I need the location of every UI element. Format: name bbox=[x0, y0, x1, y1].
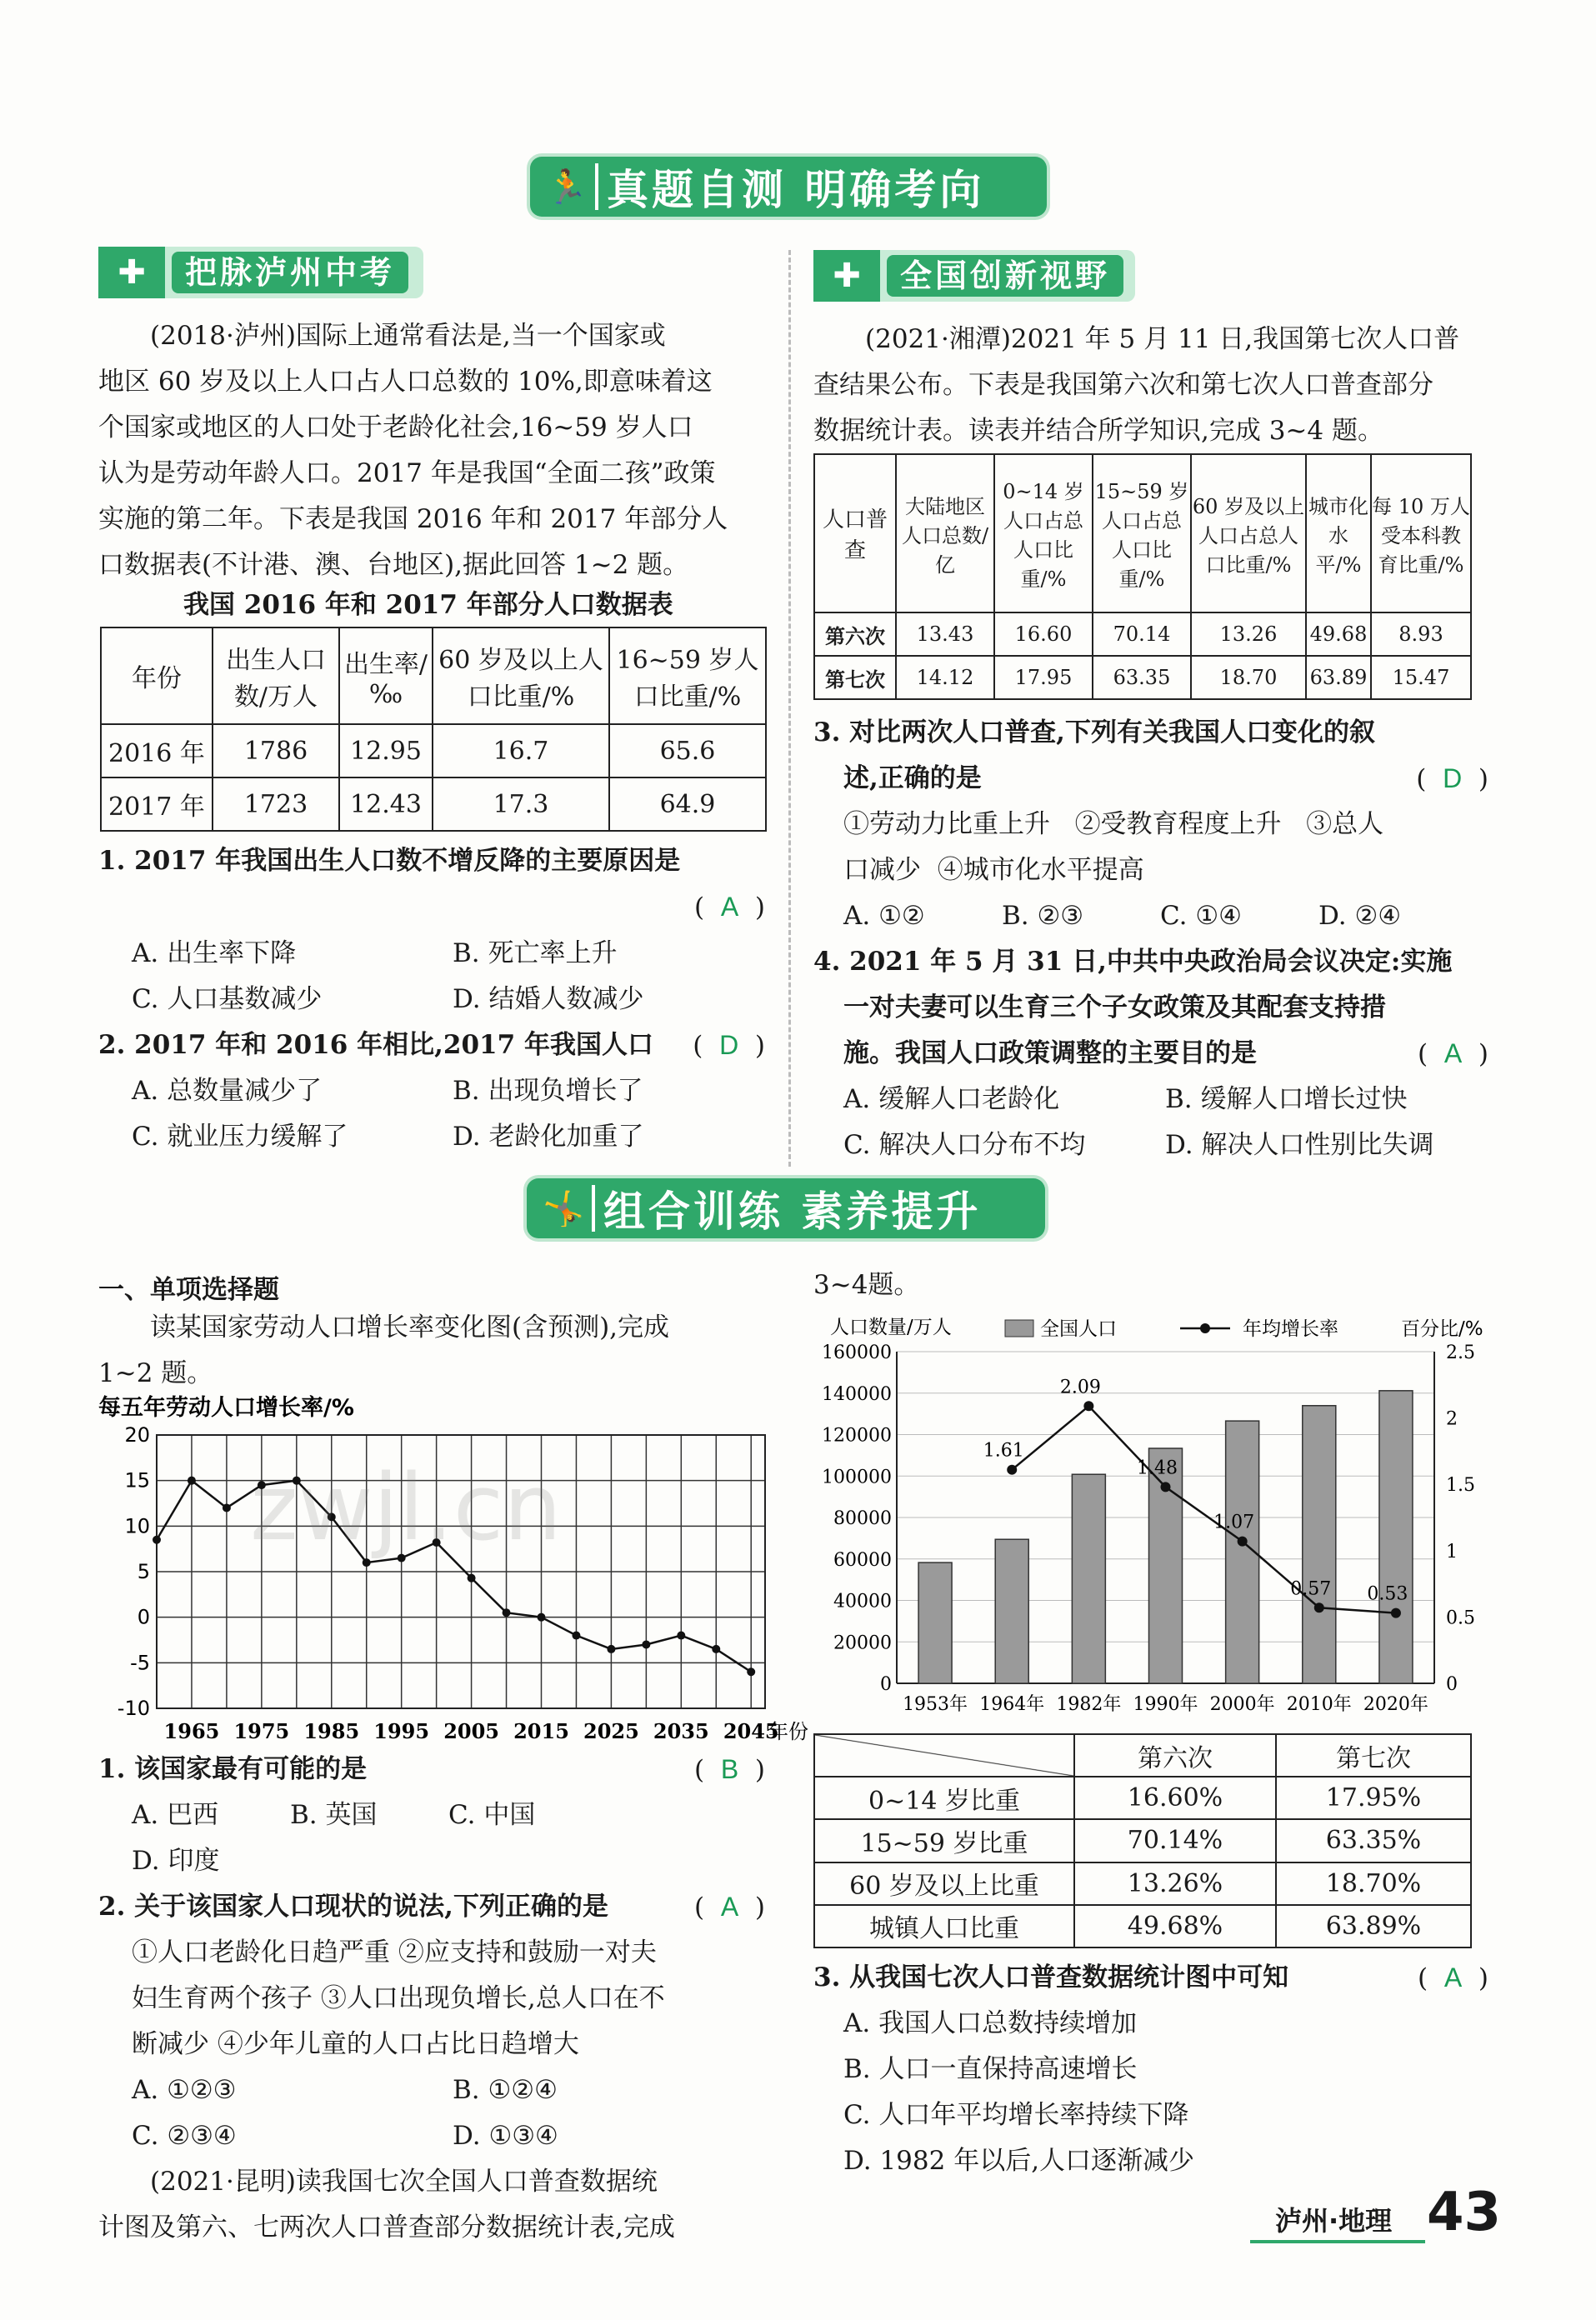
table-cell: 49.68% bbox=[1074, 1905, 1276, 1948]
y-tick-label: 20 bbox=[124, 1423, 150, 1447]
data-point bbox=[503, 1608, 511, 1617]
bottom-right-questions: 3. 从我国七次人口普查数据统计图中可知 ( A ) A. 我国人口总数持续增加 B. 人口一直保持高速增长 C. 人口年平均增长率持续下降 D. 1982 年以后,人口逐渐减少 bbox=[813, 1955, 1497, 2184]
banner-1-title: 真题自测 明确考向 bbox=[607, 166, 985, 214]
population-bar bbox=[995, 1539, 1028, 1683]
option: B. 英国 bbox=[290, 1800, 378, 1830]
table-row bbox=[814, 1905, 1471, 1948]
y-right-tick-label: 1.5 bbox=[1446, 1475, 1475, 1497]
intro-line: 地区 60 岁及以上人口占人口总数的 10%,即意味着这 bbox=[98, 367, 713, 397]
option: A. ①②③ bbox=[132, 2075, 237, 2105]
table-header: 大陆地区人口总数/亿 bbox=[896, 454, 994, 612]
data-point bbox=[223, 1503, 231, 1512]
table-row bbox=[101, 724, 766, 778]
table-cell: 13.26% bbox=[1074, 1862, 1276, 1905]
y-right-tick-label: 0 bbox=[1446, 1674, 1458, 1695]
table-header: 人口普查 bbox=[814, 454, 896, 612]
option: D. ②④ bbox=[1318, 901, 1402, 931]
table-row bbox=[814, 1777, 1471, 1819]
population-bar bbox=[918, 1562, 952, 1683]
statement-line: ①人口老龄化日趋严重 ②应支持和鼓励一对夫 bbox=[132, 1938, 657, 1968]
table-cell: 8.93 bbox=[1371, 612, 1471, 656]
y-left-tick-label: 160000 bbox=[822, 1342, 892, 1363]
section-banner-1 bbox=[530, 157, 1047, 217]
intro-line: (2021·昆明)读我国七次全国人口普查数据统 bbox=[150, 2167, 658, 2197]
y-left-tick-label: 20000 bbox=[833, 1632, 892, 1654]
y-left-tick-label: 140000 bbox=[822, 1383, 892, 1405]
y-left-tick-label: 60000 bbox=[833, 1549, 892, 1571]
growth-rate-line bbox=[1012, 1406, 1396, 1612]
intro-line: (2021·湘潭)2021 年 5 月 11 日,我国第七次人口普 bbox=[865, 324, 1460, 354]
table-header: 城市化水平/% bbox=[1306, 454, 1371, 612]
data-point bbox=[468, 1574, 476, 1582]
data-point bbox=[153, 1536, 161, 1544]
option: C. 中国 bbox=[448, 1800, 536, 1830]
x-tick-label: 2020年 bbox=[1363, 1694, 1428, 1715]
table-cell: 17.3 bbox=[433, 778, 609, 831]
left-subheader-label: 把脉泸州中考 bbox=[172, 252, 408, 293]
x-tick-label: 1953年 bbox=[903, 1694, 968, 1715]
data-label: 1.61 bbox=[983, 1440, 1024, 1462]
statement: ④城市化水平提高 bbox=[937, 855, 1144, 885]
section-banner-2 bbox=[527, 1178, 1045, 1238]
option: B. 人口一直保持高速增长 bbox=[843, 2054, 1138, 2084]
option: A. 出生率下降 bbox=[132, 938, 297, 968]
question-stem: 4. 2021 年 5 月 31 日,中共中央政治局会议决定:实施 bbox=[813, 947, 1453, 977]
x-tick-label: 1995 bbox=[373, 1719, 430, 1743]
option: A. 总数量减少了 bbox=[132, 1076, 323, 1106]
table-cell: 2017 年 bbox=[101, 778, 213, 831]
view-icon: ✚ bbox=[813, 250, 880, 302]
data-point bbox=[747, 1668, 755, 1676]
y-left-tick-label: 120000 bbox=[822, 1425, 892, 1447]
x-tick-label: 1964年 bbox=[979, 1694, 1045, 1715]
table-cell: 16.60 bbox=[994, 612, 1093, 656]
table-header: 第七次 bbox=[1276, 1734, 1471, 1777]
y-right-tick-label: 0.5 bbox=[1446, 1608, 1475, 1629]
question-stem: 2. 关于该国家人口现状的说法,下列正确的是 bbox=[98, 1892, 608, 1922]
table-cell: 17.95% bbox=[1276, 1777, 1471, 1819]
y-left-tick-label: 0 bbox=[880, 1674, 892, 1695]
statement: ③总人 bbox=[1306, 809, 1384, 839]
data-point bbox=[537, 1613, 545, 1622]
population-bar bbox=[1303, 1406, 1336, 1683]
growth-rate-point bbox=[1314, 1602, 1324, 1612]
statement: 口减少 bbox=[843, 855, 921, 885]
y-left-tick-label: 100000 bbox=[822, 1467, 892, 1488]
y-right-tick-label: 1 bbox=[1446, 1541, 1458, 1562]
legend-line-marker bbox=[1200, 1323, 1210, 1333]
growth-rate-point bbox=[1083, 1401, 1093, 1411]
right-subheader bbox=[813, 250, 1135, 302]
option: C. ①④ bbox=[1160, 901, 1242, 931]
intro-line: 认为是劳动年龄人口。2017 年是我国“全面二孩”政策 bbox=[98, 458, 716, 488]
x-tick-label: 2010年 bbox=[1286, 1694, 1352, 1715]
table-cell: 13.43 bbox=[896, 612, 994, 656]
option: C. 解决人口分布不均 bbox=[843, 1130, 1086, 1160]
data-point bbox=[677, 1632, 685, 1640]
x-tick-label: 2045 bbox=[723, 1719, 779, 1743]
option: B. 缓解人口增长过快 bbox=[1165, 1084, 1408, 1114]
option: B. ②③ bbox=[1002, 901, 1084, 931]
table-cell: 15~59 岁比重 bbox=[814, 1819, 1074, 1862]
table-cell: 13.26 bbox=[1191, 612, 1306, 656]
x-tick-label: 2035 bbox=[653, 1719, 709, 1743]
table-header: 出生人口数/万人 bbox=[213, 628, 339, 724]
y-right-tick-label: 2 bbox=[1446, 1408, 1458, 1430]
statement: ②受教育程度上升 bbox=[1074, 809, 1282, 839]
page-number: 43 bbox=[1427, 2182, 1502, 2243]
option: A. ①② bbox=[843, 901, 925, 931]
x-tick-label: 2000年 bbox=[1209, 1694, 1275, 1715]
data-label: 1.07 bbox=[1213, 1512, 1255, 1533]
table-header: 出生率/‰ bbox=[339, 628, 433, 724]
data-label: 0.57 bbox=[1290, 1578, 1332, 1600]
table-header: 60 岁及以上人口占总人口比重/% bbox=[1191, 454, 1306, 612]
population-bar bbox=[1379, 1391, 1413, 1683]
table-row bbox=[814, 1819, 1471, 1862]
data-point bbox=[572, 1632, 580, 1640]
data-point bbox=[642, 1640, 650, 1648]
table-row bbox=[814, 656, 1471, 699]
table-row bbox=[814, 1862, 1471, 1905]
intro-line: 口数据表(不计港、澳、台地区),据此回答 1~2 题。 bbox=[98, 550, 689, 580]
table-cell: 60 岁及以上比重 bbox=[814, 1862, 1074, 1905]
answer: A bbox=[720, 892, 739, 922]
legend-bar-swatch bbox=[1005, 1320, 1033, 1337]
table-row bbox=[814, 612, 1471, 656]
y-right-axis-title: 百分比/% bbox=[1401, 1318, 1483, 1340]
intro-line: 1~2 题。 bbox=[98, 1358, 213, 1388]
option: A. 缓解人口老龄化 bbox=[843, 1084, 1060, 1114]
banner-2-title: 组合训练 素养提升 bbox=[603, 1188, 982, 1236]
question-stem: 1. 该国家最有可能的是 bbox=[98, 1754, 368, 1784]
x-tick-label: 1985 bbox=[303, 1719, 360, 1743]
column-divider bbox=[788, 250, 791, 1167]
question-stem: 一对夫妻可以生育三个子女政策及其配套支持措 bbox=[843, 992, 1386, 1022]
table-cell: 63.89 bbox=[1306, 656, 1371, 699]
option: B. ①②④ bbox=[453, 2075, 558, 2105]
answer: A bbox=[1443, 1038, 1463, 1068]
footer-underline bbox=[1250, 2240, 1425, 2243]
answer: D bbox=[1443, 763, 1463, 793]
option: D. ①③④ bbox=[453, 2121, 558, 2151]
table-cell: 63.35 bbox=[1093, 656, 1191, 699]
question-stem: 述,正确的是 bbox=[843, 763, 982, 793]
table-cell: 49.68 bbox=[1306, 612, 1371, 656]
intro-line: 实施的第二年。下表是我国 2016 年和 2017 年部分人 bbox=[98, 504, 728, 534]
table-header bbox=[814, 1734, 1074, 1777]
growth-rate-point bbox=[1391, 1608, 1401, 1618]
table-cell: 65.6 bbox=[609, 724, 766, 778]
census-population-chart bbox=[813, 1308, 1497, 1733]
x-tick-label: 2025 bbox=[583, 1719, 639, 1743]
table-cell: 16.60% bbox=[1074, 1777, 1276, 1819]
right-questions: 3. 对比两次人口普查,下列有关我国人口变化的叙 述,正确的是 ( D ) ①劳动力比重上升 ②受教育程度上升 ③总人 口减少 ④城市化水平提高 A. ①② B. ②③ C. ①④ D. ②④ 4. 2021 年 5 月 31 日,中共中央政治局会议决定:实施 一对夫妻可以生育三个子女政策及其配套支持措 施。我国人口政策调整的主要目的是 ( A ) A. 缓解人口老龄化 B. 缓解人口增长过快 C. 解决人口分布不均 D. 解决人口性别比失调 bbox=[813, 710, 1497, 1168]
data-point bbox=[188, 1477, 196, 1485]
growth-rate-point bbox=[1161, 1482, 1171, 1492]
table-cell: 1723 bbox=[213, 778, 339, 831]
data-label: 1.48 bbox=[1137, 1458, 1178, 1479]
y-tick-label: 15 bbox=[124, 1468, 150, 1492]
table-cell: 15.47 bbox=[1371, 656, 1471, 699]
x-axis-title: 年份 bbox=[768, 1720, 808, 1743]
table-row bbox=[814, 1734, 1471, 1777]
pulse-icon: ✚ bbox=[98, 247, 165, 298]
table-cell: 14.12 bbox=[896, 656, 994, 699]
answer: A bbox=[1443, 1962, 1463, 1992]
table-cell: 第六次 bbox=[814, 612, 896, 656]
y-tick-label: 5 bbox=[137, 1560, 150, 1583]
census-table-6-7 bbox=[813, 453, 1472, 700]
watermark: zwjl.cn bbox=[250, 1454, 562, 1561]
legend-label: 年均增长率 bbox=[1243, 1318, 1338, 1340]
question-stem: 1. 2017 年我国出生人口数不增反降的主要原因是 bbox=[98, 846, 681, 876]
option: C. ②③④ bbox=[132, 2121, 237, 2151]
option: D. 老龄化加重了 bbox=[453, 1122, 644, 1152]
table-cell: 16.7 bbox=[433, 724, 609, 778]
intro-line: 个国家或地区的人口处于老龄化社会,16~59 岁人口 bbox=[98, 412, 693, 442]
right-intro bbox=[813, 317, 1497, 454]
table-cell: 0~14 岁比重 bbox=[814, 1777, 1074, 1819]
answer: A bbox=[720, 1892, 739, 1922]
x-tick-label: 1982年 bbox=[1056, 1694, 1122, 1715]
y-tick-label: -10 bbox=[117, 1697, 150, 1720]
statement-line: 断减少 ④少年儿童的人口占比日趋增大 bbox=[132, 2029, 579, 2059]
table-cell: 70.14 bbox=[1093, 612, 1191, 656]
table-header: 16~59 岁人口比重/% bbox=[609, 628, 766, 724]
left-questions: 1. 2017 年我国出生人口数不增反降的主要原因是 ( A ) A. 出生率下降 B. 死亡率上升 C. 人口基数减少 D. 结婚人数减少 2. 2017 年和 2016 年相比,2017 年我国人口 ( D ) A. 总数量减少了 B. 出现负增长了 C. 就业压力缓解了 D. 老龄化加重了 bbox=[98, 838, 773, 1160]
x-tick-label: 1975 bbox=[233, 1719, 290, 1743]
y-left-tick-label: 80000 bbox=[833, 1508, 892, 1529]
y-left-axis-title: 人口数量/万人 bbox=[830, 1317, 952, 1338]
table-cell: 18.70 bbox=[1191, 656, 1306, 699]
data-label: 0.53 bbox=[1367, 1583, 1408, 1605]
table-header: 60 岁及以上人口比重/% bbox=[433, 628, 609, 724]
option: D. 解决人口性别比失调 bbox=[1165, 1130, 1434, 1160]
table-cell: 2016 年 bbox=[101, 724, 213, 778]
answer: B bbox=[720, 1754, 739, 1784]
x-tick-label: 2015 bbox=[513, 1719, 569, 1743]
part-heading: 一、单项选择题 bbox=[98, 1275, 279, 1305]
table-cell: 12.43 bbox=[339, 778, 433, 831]
growth-rate-point bbox=[1238, 1537, 1248, 1547]
table-row bbox=[101, 778, 766, 831]
option: C. 就业压力缓解了 bbox=[132, 1122, 348, 1152]
intro-line: (2018·泸州)国际上通常看法是,当一个国家或 bbox=[150, 321, 666, 351]
table-header: 每 10 万人受本科教育比重/% bbox=[1371, 454, 1471, 612]
question-stem: 3. 对比两次人口普查,下列有关我国人口变化的叙 bbox=[813, 718, 1375, 748]
x-tick-label: 1965 bbox=[163, 1719, 220, 1743]
data-point bbox=[607, 1645, 615, 1653]
x-tick-label: 1990年 bbox=[1133, 1694, 1198, 1715]
question-stem: 2. 2017 年和 2016 年相比,2017 年我国人口 bbox=[98, 1030, 653, 1060]
table-cell: 63.35% bbox=[1276, 1819, 1471, 1862]
bottom-left-questions: 1. 该国家最有可能的是 ( B ) A. 巴西 B. 英国 C. 中国D. 印度 2. 关于该国家人口现状的说法,下列正确的是 ( A ) ①人口老龄化日趋严重 ②应支持和鼓励一对夫 妇生育两个孩子 ③人口出现负增长,总人口在不 断减少 ④少年儿童的人口占比日趋增大 A. ①②③ B. ①②④ C. ②③④ D. ①③④ (2021·昆明)读我国七次全国人口普查数据统 计图及第六、七两次人口普查部分数据统计表,完成 bbox=[98, 1747, 773, 2251]
option: A. 我国人口总数持续增加 bbox=[843, 2008, 1138, 2038]
answer: D bbox=[719, 1030, 739, 1060]
kunming-continued: 3~4题。 bbox=[813, 1270, 920, 1300]
table-cell: 18.70% bbox=[1276, 1862, 1471, 1905]
table-header: 15~59 岁人口占总人口比重/% bbox=[1093, 454, 1191, 612]
right-subheader-label: 全国创新视野 bbox=[887, 255, 1123, 297]
legend-label: 全国人口 bbox=[1040, 1318, 1117, 1340]
x-tick-label: 2005 bbox=[443, 1719, 499, 1743]
part-intro bbox=[98, 1305, 773, 1397]
table-cell: 第七次 bbox=[814, 656, 896, 699]
intro-line: 计图及第六、七两次人口普查部分数据统计表,完成 bbox=[98, 2212, 675, 2242]
left-subheader bbox=[98, 247, 423, 298]
y-tick-label: 10 bbox=[124, 1514, 150, 1538]
y-axis-title: 每五年劳动人口增长率/% bbox=[98, 1395, 354, 1421]
left-intro bbox=[98, 313, 765, 588]
growth-rate-point bbox=[1007, 1465, 1017, 1475]
question-stem: 3. 从我国七次人口普查数据统计图中可知 bbox=[813, 1962, 1289, 1992]
statement-line: 妇生育两个孩子 ③人口出现负增长,总人口在不 bbox=[132, 1983, 665, 2013]
labor-growth-chart bbox=[98, 1392, 808, 1750]
option: C. 人口年平均增长率持续下降 bbox=[843, 2100, 1189, 2130]
question-stem: 施。我国人口政策调整的主要目的是 bbox=[843, 1038, 1257, 1068]
statement: ①劳动力比重上升 bbox=[843, 809, 1050, 839]
table-cell: 城镇人口比重 bbox=[814, 1905, 1074, 1948]
population-table-2016-2017 bbox=[100, 627, 767, 832]
table-cell: 12.95 bbox=[339, 724, 433, 778]
data-label: 2.09 bbox=[1059, 1377, 1101, 1398]
data-point bbox=[712, 1645, 720, 1653]
intro-line: 数据统计表。读表并结合所学知识,完成 3~4 题。 bbox=[813, 416, 1383, 446]
option: A. 巴西 bbox=[132, 1800, 219, 1830]
table-header: 第六次 bbox=[1074, 1734, 1276, 1777]
footer-label: 泸州·地理 bbox=[1275, 2205, 1393, 2237]
option: B. 出现负增长了 bbox=[453, 1076, 643, 1106]
option: D. 结婚人数减少 bbox=[453, 984, 644, 1014]
runner-icon: 🏃 bbox=[542, 163, 598, 210]
option: D. 1982 年以后,人口逐渐减少 bbox=[843, 2146, 1195, 2176]
gymnast-icon: 🤸 bbox=[538, 1185, 595, 1232]
option: C. 人口基数减少 bbox=[132, 984, 323, 1014]
table-cell: 70.14% bbox=[1074, 1819, 1276, 1862]
table-cell: 64.9 bbox=[609, 778, 766, 831]
table-header: 0~14 岁人口占总人口比重/% bbox=[994, 454, 1093, 612]
intro-line: 查结果公布。下表是我国第六次和第七次人口普查部分 bbox=[813, 370, 1433, 400]
y-tick-label: -5 bbox=[130, 1651, 150, 1675]
table-cell: 17.95 bbox=[994, 656, 1093, 699]
option: D. 印度 bbox=[132, 1846, 220, 1876]
y-tick-label: 0 bbox=[137, 1605, 150, 1629]
option: B. 死亡率上升 bbox=[453, 938, 618, 968]
table1-title: 我国 2016 年和 2017 年部分人口数据表 bbox=[183, 590, 673, 620]
census-summary-table bbox=[813, 1733, 1472, 1948]
table-header: 年份 bbox=[101, 628, 213, 724]
table-cell: 1786 bbox=[213, 724, 339, 778]
table-cell: 63.89% bbox=[1276, 1905, 1471, 1948]
population-bar bbox=[1072, 1474, 1105, 1683]
intro-line: 读某国家劳动人口增长率变化图(含预测),完成 bbox=[150, 1312, 670, 1342]
y-left-tick-label: 40000 bbox=[833, 1591, 892, 1612]
y-right-tick-label: 2.5 bbox=[1446, 1342, 1475, 1363]
